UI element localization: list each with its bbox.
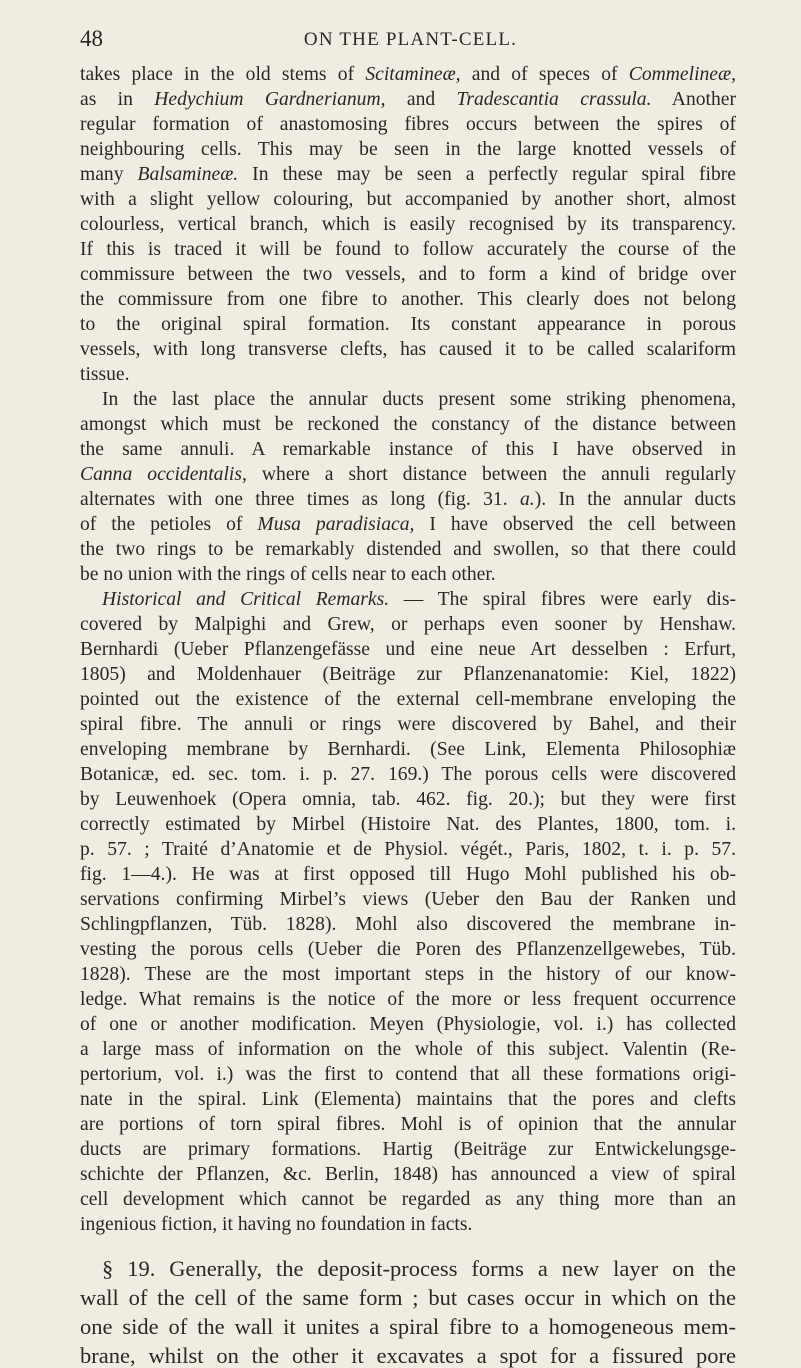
text-line — [80, 1112, 736, 1137]
text-line — [80, 662, 736, 687]
text-line — [102, 1256, 736, 1281]
text-line — [80, 562, 736, 587]
text-run: of one or another modification. Meyen (Physiologie, vol. i.) has collected — [80, 1014, 736, 1035]
text-run: commissure between the two vessels, and to form a kind of bridge over — [80, 264, 736, 285]
text-run: where a short distance between the annuli regularly — [246, 464, 737, 485]
text-run: pertorium, vol. i.) was the first to contend that all these formations origi- — [80, 1064, 736, 1085]
text-line — [102, 587, 736, 612]
text-run: are portions of torn spiral fibres. Mohl is of opinion that the annular — [80, 1114, 736, 1135]
text-run: the commissure from one fibre to another. This clearly does not belong — [80, 289, 736, 310]
italic-text: Balsamineæ. — [137, 164, 239, 185]
text-line — [80, 762, 736, 787]
text-run: vesting the porous cells (Ueber die Poren des Pflanzenzellgewebes, Tüb. — [80, 939, 736, 960]
text-run: many — [80, 164, 138, 185]
text-run: fig. 1—4.). He was at first opposed till Hugo Mohl published his ob- — [80, 864, 736, 885]
text-line — [80, 937, 736, 962]
text-run: with a slight yellow colouring, but accompanied by another short, almost — [80, 189, 736, 210]
text-run: the same annuli. A remarkable instance of this I have observed in — [80, 439, 736, 460]
italic-text: Historical and Critical Remarks. — [102, 589, 390, 610]
text-line — [80, 637, 736, 662]
text-line — [80, 1037, 736, 1062]
page-number: 48 — [80, 26, 103, 51]
text-line — [80, 312, 736, 337]
text-line — [80, 487, 736, 512]
text-line — [80, 237, 736, 262]
text-run: one side of the wall it unites a spiral fibre to a homogeneous mem- — [80, 1314, 736, 1339]
text-run: Another — [651, 89, 736, 110]
text-run: Schlingpflanzen, Tüb. 1828). Mohl also discovered the membrane in- — [80, 914, 736, 935]
text-run: to the original spiral formation. Its constant appearance in porous — [80, 314, 736, 335]
text-line — [80, 512, 736, 537]
text-run: the two rings to be remarkably distended and swollen, so that there could — [80, 539, 736, 560]
text-line — [80, 287, 736, 312]
text-run: vessels, with long transverse clefts, has caused it to be called scalariform — [80, 339, 736, 360]
text-run: cell development which cannot be regarded as any thing more than an — [80, 1189, 736, 1210]
text-run: be no union with the rings of cells near to each other. — [80, 564, 496, 585]
italic-text: a. — [520, 489, 535, 510]
text-line — [80, 787, 736, 812]
text-line — [80, 187, 736, 212]
text-line — [80, 812, 736, 837]
text-run: enveloping membrane by Bernhardi. (See Link, Elementa Philosophiæ — [80, 739, 736, 760]
text-line — [80, 362, 736, 387]
text-line — [80, 687, 736, 712]
text-line — [80, 112, 736, 137]
text-line — [80, 1343, 736, 1368]
text-run: spiral fibre. The annuli or rings were discovered by Bahel, and their — [80, 714, 736, 735]
text-run: as in — [80, 89, 155, 110]
text-line — [80, 837, 736, 862]
text-run: ingenious fiction, it having no foundation in facts. — [80, 1214, 473, 1235]
text-run: nate in the spiral. Link (Elementa) maintains that the pores and clefts — [80, 1089, 736, 1110]
text-line — [80, 962, 736, 987]
text-line — [80, 987, 736, 1012]
text-run: pointed out the existence of the external cell-membrane enveloping the — [80, 689, 736, 710]
text-run: regular formation of anastomosing fibres occurs between the spires of — [80, 114, 736, 135]
text-run: If this is traced it will be found to follow accurately the course of the — [80, 239, 736, 260]
text-run: correctly estimated by Mirbel (Histoire Nat. des Plantes, 1800, tom. i. — [80, 814, 736, 835]
text-run: p. 57. ; Traité d’Anatomie et de Physiol. végét., Paris, 1802, t. i. p. 57. — [80, 839, 736, 860]
text-run: brane, whilst on the other it excavates a spot for a fissured pore — [80, 1343, 736, 1368]
text-run: 1805) and Moldenhauer (Beiträge zur Pflanzenanatomie: Kiel, 1822) — [80, 664, 736, 685]
text-line — [80, 737, 736, 762]
text-line — [80, 212, 736, 237]
italic-text: Canna occidentalis, — [80, 464, 247, 485]
text-line — [80, 712, 736, 737]
text-line — [102, 387, 736, 412]
italic-text: Hedychium Gardnerianum, — [154, 89, 386, 110]
text-run: and — [385, 89, 457, 110]
text-run: ). In the annular ducts — [534, 489, 736, 510]
text-line — [80, 1012, 736, 1037]
text-run: tissue. — [80, 364, 130, 385]
text-run: a large mass of information on the whole of this subject. Valentin (Re- — [80, 1039, 736, 1060]
text-line — [80, 612, 736, 637]
text-run: ducts are primary formations. Hartig (Beiträge zur Entwickelungsge- — [80, 1139, 736, 1160]
text-run: § 19. Generally, the deposit-process forms a new layer on the — [102, 1256, 736, 1281]
text-line — [80, 1285, 736, 1310]
text-run: colourless, vertical branch, which is easily recognised by its transparency. — [80, 214, 736, 235]
text-line — [80, 1087, 736, 1112]
italic-text: Scitamineæ, — [365, 64, 461, 85]
text-run: neighbouring cells. This may be seen in the large knotted vessels of — [80, 139, 736, 160]
text-run: I have observed the cell between — [414, 514, 736, 535]
italic-text: Musa paradisiaca, — [257, 514, 415, 535]
text-run: covered by Malpighi and Grew, or perhaps even sooner by Henshaw. — [80, 614, 736, 635]
text-run: and of speces of — [460, 64, 629, 85]
text-line — [80, 1062, 736, 1087]
text-run: takes place in the old stems of — [80, 64, 366, 85]
text-line — [80, 412, 736, 437]
text-run: In these may be seen a perfectly regular spiral fibre — [238, 164, 736, 185]
text-line — [80, 62, 736, 87]
text-line — [80, 462, 736, 487]
text-line — [80, 537, 736, 562]
text-line — [80, 137, 736, 162]
text-run: schichte der Pflanzen, &c. Berlin, 1848) has announced a view of spiral — [80, 1164, 736, 1185]
text-line — [80, 1187, 736, 1212]
page-header — [80, 26, 741, 56]
text-run: wall of the cell of the same form ; but cases occur in which on the — [80, 1285, 736, 1310]
text-line — [80, 162, 736, 187]
text-line — [80, 912, 736, 937]
text-line — [80, 1212, 736, 1237]
italic-text: Commelineæ, — [628, 64, 736, 85]
text-line — [80, 337, 736, 362]
text-line — [80, 1314, 736, 1339]
text-run: of the petioles of — [80, 514, 258, 535]
text-run: by Leuwenhoek (Opera omnia, tab. 462. fig. 20.); but they were first — [80, 789, 736, 810]
text-run: alternates with one three times as long (fig. 31. — [80, 489, 520, 510]
text-run: servations confirming Mirbel’s views (Ueber den Bau der Ranken und — [80, 889, 736, 910]
text-line — [80, 862, 736, 887]
text-run: In the last place the annular ducts present some striking phenomena, — [102, 389, 736, 410]
text-run: Bernhardi (Ueber Pflanzengefässe und eine neue Art desselben : Erfurt, — [80, 639, 736, 660]
text-run: ledge. What remains is the notice of the more or less frequent occurrence — [80, 989, 736, 1010]
text-line — [80, 87, 736, 112]
text-run: 1828). These are the most important steps in the history of our know- — [80, 964, 736, 985]
italic-text: Tradescantia crassula. — [456, 89, 652, 110]
text-run: — The spiral fibres were early dis- — [389, 589, 736, 610]
text-line — [80, 1162, 736, 1187]
text-line — [80, 437, 736, 462]
text-run: amongst which must be reckoned the constancy of the distance between — [80, 414, 736, 435]
text-line — [80, 1137, 736, 1162]
text-line — [80, 887, 736, 912]
running-title: ON THE PLANT-CELL. — [303, 29, 518, 50]
text-line — [80, 262, 736, 287]
text-run: Botanicæ, ed. sec. tom. i. p. 27. 169.) The porous cells were discovered — [80, 764, 736, 785]
